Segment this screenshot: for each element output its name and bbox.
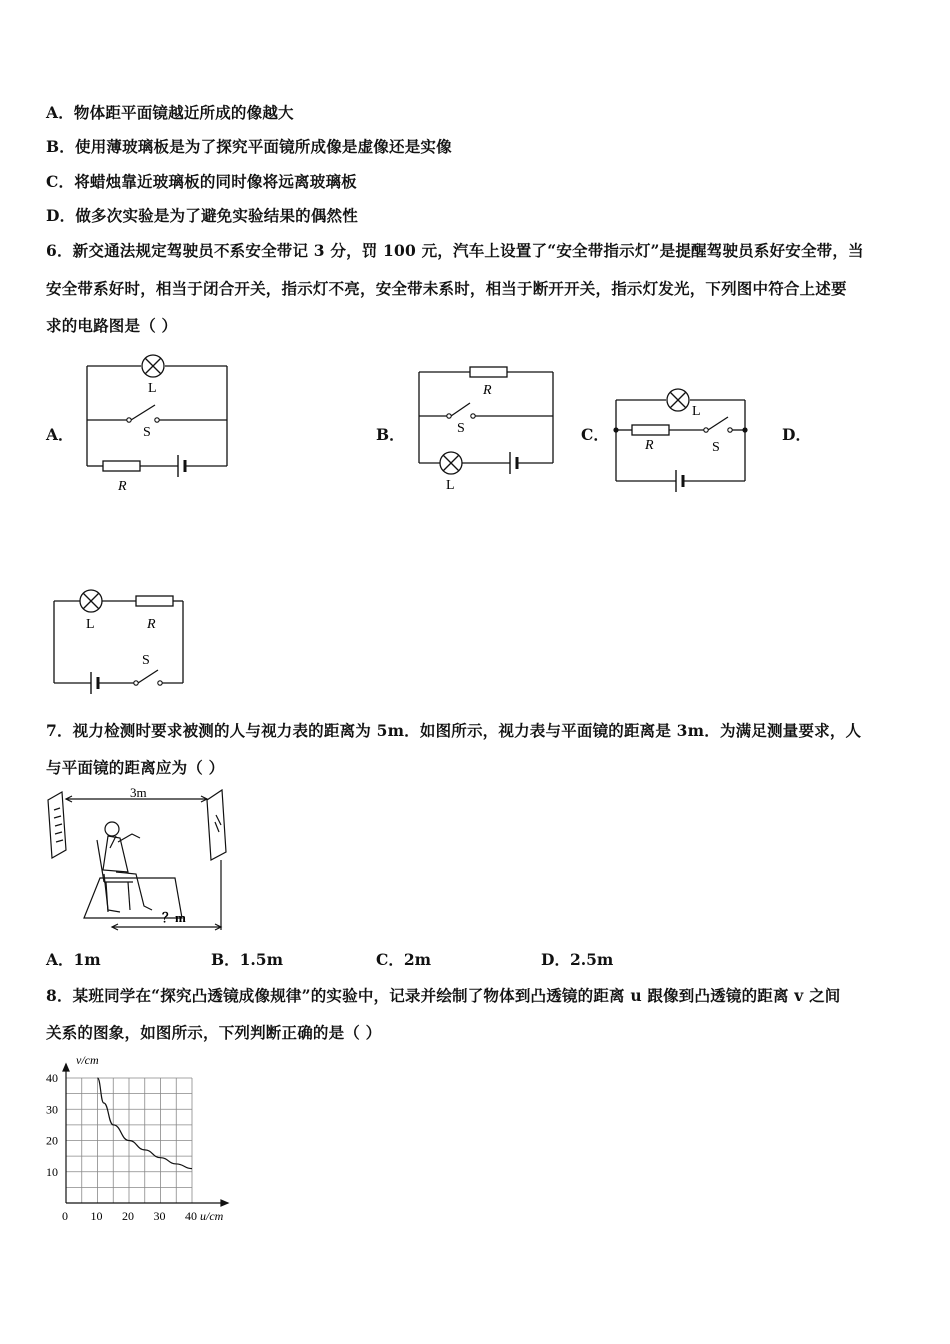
q8-stem-line-2: 关系的图象，如图所示，下列判断正确的是（ ）: [46, 1023, 382, 1042]
eye-test-bottom-label: ？m: [162, 910, 186, 925]
x-tick-label: 10: [90, 1209, 103, 1223]
y-tick-label: 10: [46, 1164, 58, 1179]
q6-stem-line-2: 安全带系好时，相当于闭合开关，指示灯不亮，安全带未系时，相当于断开开关，指示灯发光，下列图中符合上述要: [46, 279, 847, 298]
circuit-b-switch-label: S: [457, 421, 465, 436]
x-tick-label: 20: [122, 1209, 134, 1223]
chart-x-axis-label: u/cm: [200, 1209, 224, 1223]
circuit-b-resistor-label: R: [483, 383, 492, 398]
q7-option-c: C．2m: [376, 950, 432, 969]
q5-option-b: B．使用薄玻璃板是为了探究平面镜所成像是虚像还是实像: [46, 137, 452, 156]
y-tick-label: 40: [46, 1071, 58, 1085]
q6-stem-line-3: 求的电路图是（ ）: [46, 316, 178, 335]
lamp-icon: [440, 452, 462, 474]
lamp-icon: [667, 389, 689, 411]
q6-label-d: D．: [782, 425, 811, 444]
eye-test-top-label: 3m: [130, 785, 147, 800]
q7-option-d: D．2.5m: [541, 950, 614, 969]
y-tick-label: 30: [46, 1102, 58, 1117]
chart-y-axis-label: v/cm: [76, 1053, 99, 1067]
q6-label-a: A．: [46, 425, 74, 444]
circuit-a-resistor-label: R: [118, 479, 127, 494]
y-tick-label: 20: [46, 1133, 58, 1148]
circuit-d-resistor-label: R: [147, 617, 156, 632]
q5-option-d: D．做多次实验是为了避免实验结果的偶然性: [46, 206, 358, 225]
q6-label-c: C．: [581, 425, 609, 444]
x-tick-label: 0: [62, 1209, 68, 1223]
y-axis-arrow: [63, 1064, 69, 1071]
circuit-d-switch-label: S: [142, 653, 150, 668]
q5-option-c: C．将蜡烛靠近玻璃板的同时像将远离玻璃板: [46, 172, 357, 191]
q7-stem-line-1: 7．视力检测时要求被测的人与视力表的距离为 5m．如图所示，视力表与平面镜的距离是 3m．为满足测量要求，人: [46, 721, 862, 740]
lamp-icon: [80, 590, 102, 612]
q8-stem-line-1: 8．某班同学在“探究凸透镜成像规律”的实验中，记录并绘制了物体到凸透镜的距离 u 跟像到凸透镜的距离 v 之间: [46, 986, 841, 1005]
x-axis-arrow: [221, 1200, 228, 1206]
q5-option-a: A．物体距平面镜越近所成的像越大: [46, 103, 294, 122]
q6-stem-line-1: 6．新交通法规定驾驶员不系安全带记 3 分，罚 100 元，汽车上设置了“安全带指示灯”是提醒驾驶员系好安全带，当: [46, 241, 864, 260]
x-tick-label: 30: [153, 1209, 166, 1223]
circuit-a-switch-label: S: [143, 425, 151, 440]
uv-chart: [40, 1050, 250, 1230]
circuit-c-switch-label: S: [712, 440, 720, 455]
q6-label-b: B．: [376, 425, 405, 444]
q7-stem-line-2: 与平面镜的距离应为（ ）: [46, 758, 225, 777]
q7-option-a: A．1m: [46, 950, 101, 969]
circuit-a-lamp-label: L: [148, 381, 157, 396]
x-tick-label: 40: [185, 1209, 197, 1223]
circuit-c-resistor-label: R: [645, 438, 654, 453]
circuit-b-lamp-label: L: [446, 478, 455, 493]
circuit-d-lamp-label: L: [86, 617, 95, 632]
lamp-icon: [142, 355, 164, 377]
q7-option-b: B．1.5m: [211, 950, 283, 969]
circuit-c-lamp-label: L: [692, 404, 701, 419]
